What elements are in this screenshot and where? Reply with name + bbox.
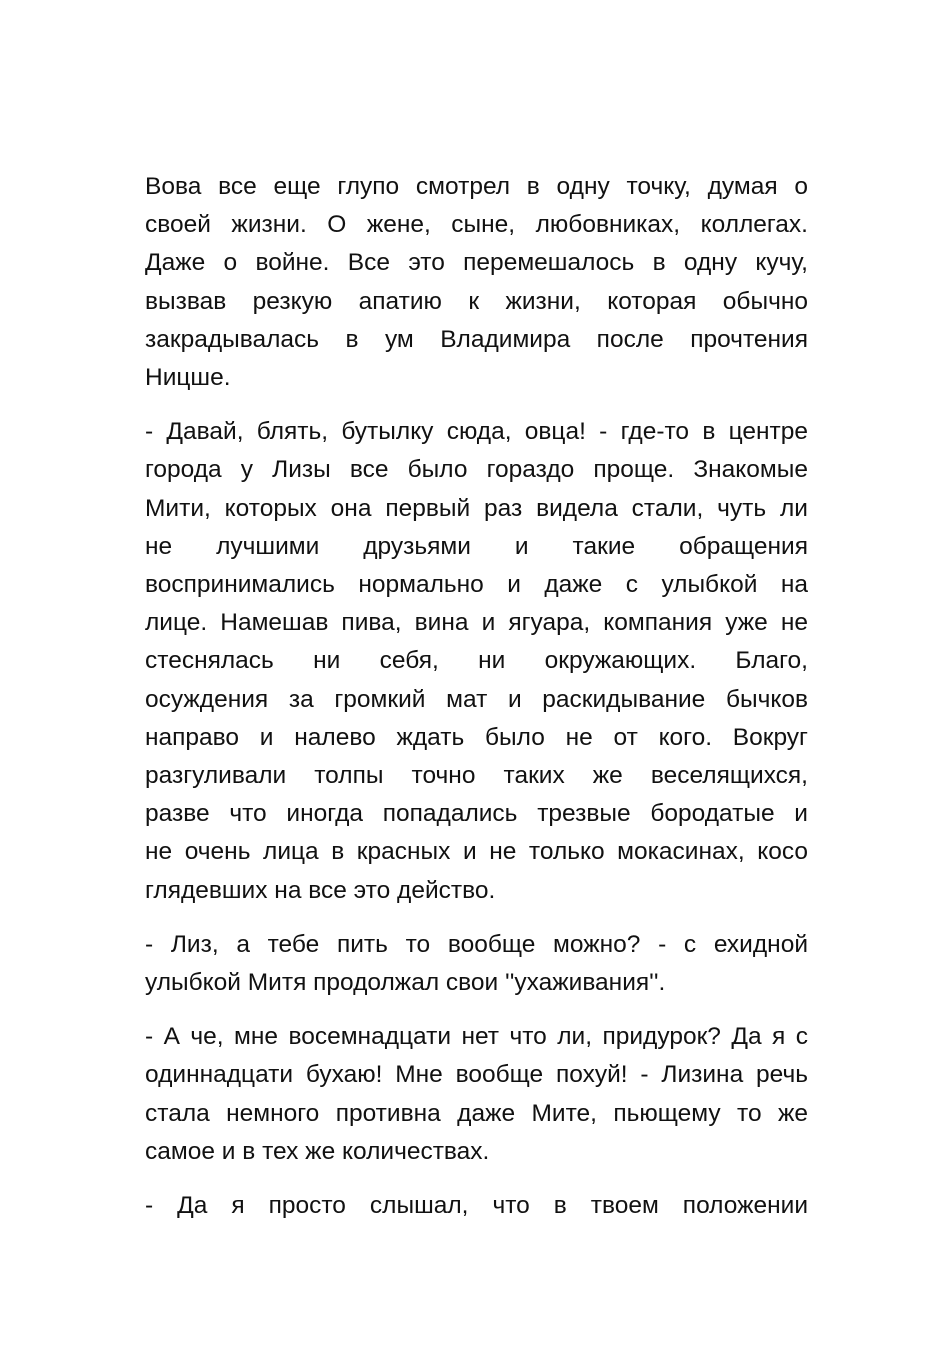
text-line: направо и налево ждать было не от кого. Вокруг — [145, 723, 808, 751]
paragraph — [145, 413, 808, 910]
text-line: разгуливали толпы точно таких же веселящихся, — [145, 762, 808, 790]
text-line: Вова все еще глупо смотрел в одну точку, думая о — [145, 173, 808, 200]
text-line: Даже о войне. Все это перемешалось в одну кучу, — [145, 249, 808, 277]
text-line: лице. Намешав пива, вина и ягуара, компания уже не — [145, 609, 808, 637]
text-line: Ницше. — [145, 364, 231, 392]
paragraph — [145, 168, 808, 397]
text-line: закрадывалась в ум Владимира после прочтения — [145, 325, 808, 353]
text-line: глядевших на все это действо. — [145, 876, 496, 904]
text-line: не очень лица в красных и не только мокасинах, косо — [145, 838, 808, 866]
text-body — [145, 168, 808, 1241]
text-line: воспринимались нормально и даже с улыбкой на — [145, 571, 808, 599]
text-line: города у Лизы все было гораздо проще. Знакомые — [145, 456, 808, 484]
paragraph — [145, 926, 808, 1002]
paragraph — [145, 1187, 808, 1225]
text-line: самое и в тех же количествах. — [145, 1137, 490, 1165]
text-line: - А че, мне восемнадцати нет что ли, придурок? Да я с — [145, 1023, 808, 1051]
text-line: не лучшими друзьями и такие обращения — [145, 532, 808, 560]
text-line: вызвав резкую апатию к жизни, которая обычно — [145, 287, 808, 315]
text-line: стеснялась ни себя, ни окружающих. Благо, — [145, 647, 808, 675]
text-line: улыбкой Митя продолжал свои ''ухаживания''. — [145, 969, 666, 997]
paragraph — [145, 1018, 808, 1171]
text-line: стала немного противна даже Мите, пьющему то же — [145, 1099, 808, 1127]
text-line: своей жизни. О жене, сыне, любовниках, коллегах. — [145, 211, 808, 239]
text-line: разве что иногда попадались трезвые бородатые и — [145, 800, 808, 828]
text-line: - Давай, блять, бутылку сюда, овца! - где-то в центре — [145, 418, 808, 446]
text-line: - Да я просто слышал, что в твоем положении — [145, 1192, 808, 1220]
text-line: Мити, которых она первый раз видела стали, чуть ли — [145, 494, 808, 522]
text-line: одиннадцати бухаю! Мне вообще похуй! - Лизина речь — [145, 1061, 808, 1089]
text-line: - Лиз, а тебе пить то вообще можно? - с ехидной — [145, 930, 808, 958]
text-line: осуждения за громкий мат и раскидывание бычков — [145, 685, 808, 713]
